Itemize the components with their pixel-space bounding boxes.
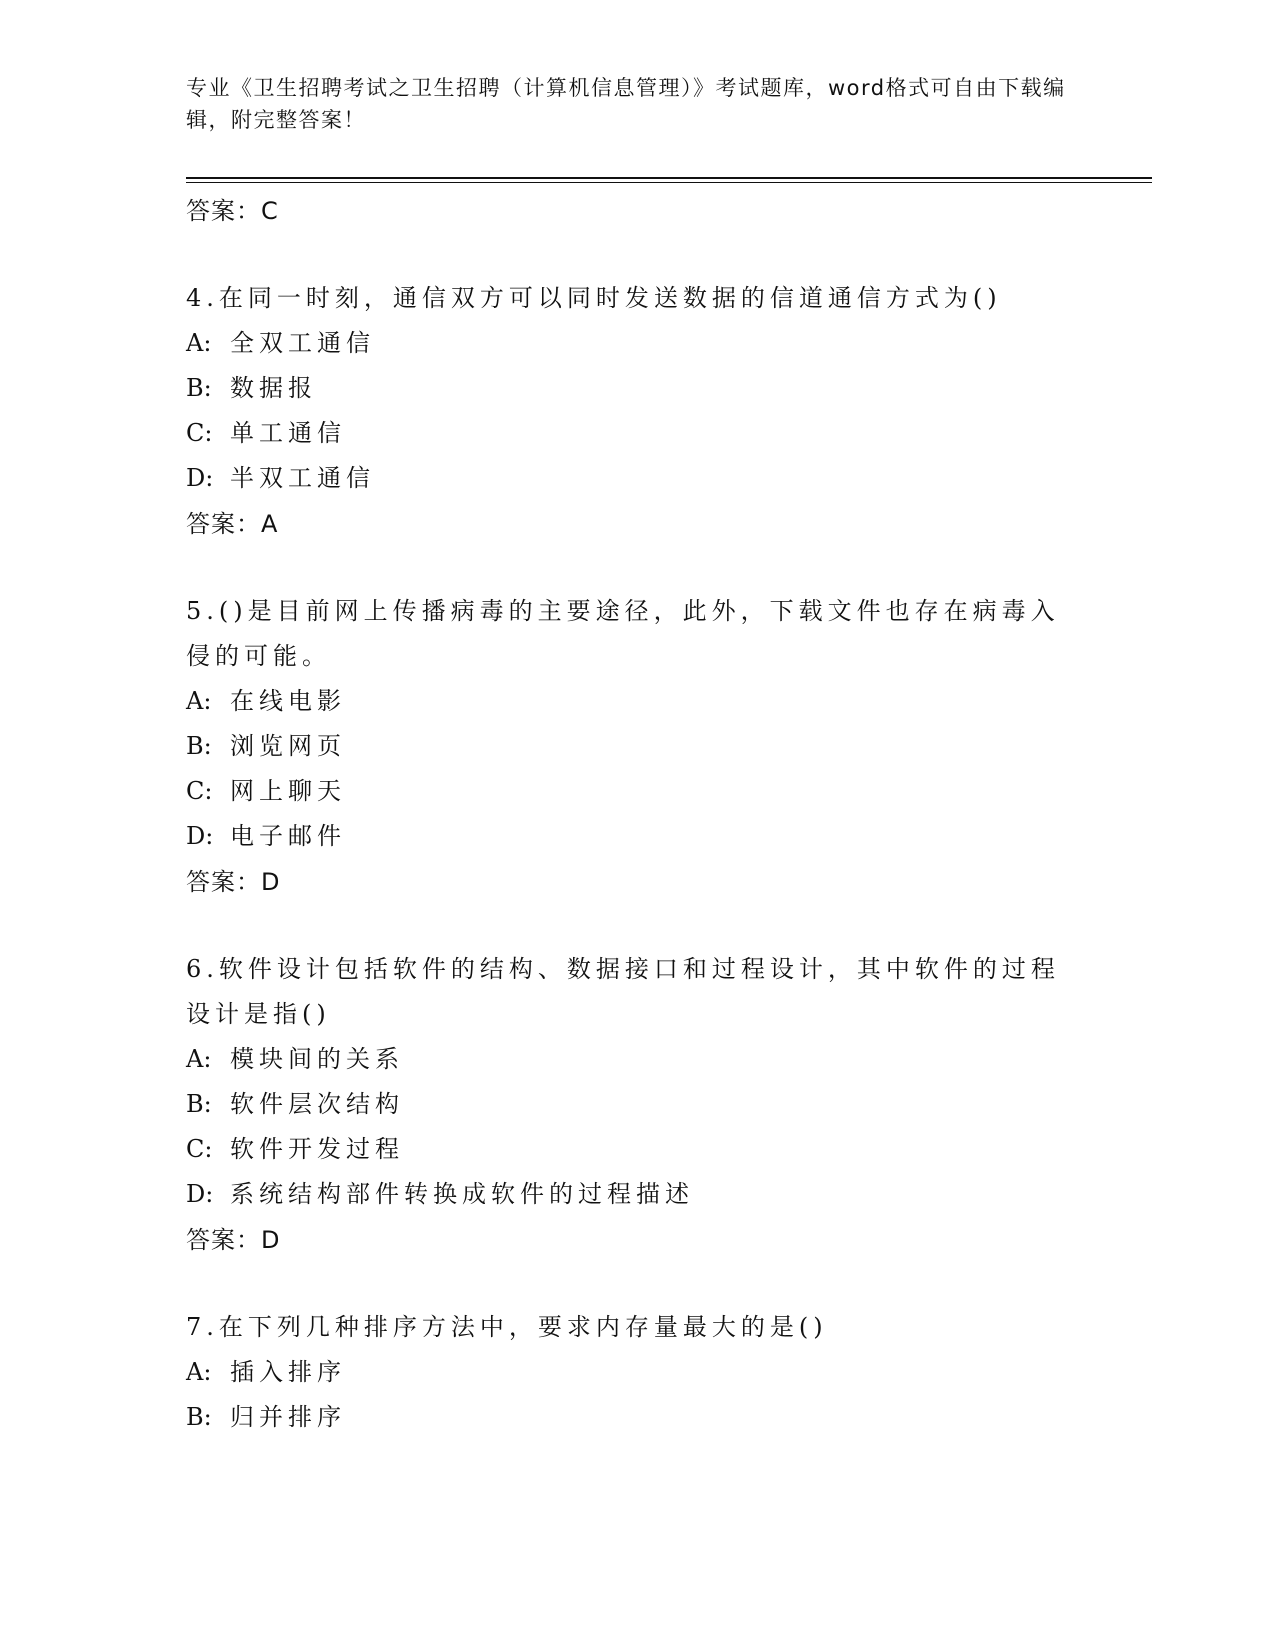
question-list [186,188,1066,1440]
header-divider-thick [186,177,1152,179]
answer-line: 答案：C [186,197,279,225]
option-text: 网上聊天 [230,777,346,805]
option-text: 模块间的关系 [230,1045,404,1073]
option-text: 浏览网页 [230,732,346,760]
answer-line: 答案：D [186,1226,281,1254]
option-letter: B: [186,732,212,760]
option-text: 在线电影 [230,687,346,715]
question-text: 7.在下列几种排序方法中，要求内存量最大的是() [186,1313,828,1341]
option-text: 电子邮件 [230,822,346,850]
option-letter: D: [186,464,214,492]
option-d [186,456,1066,501]
option-letter: D: [186,1180,214,1208]
option-a [186,321,1066,366]
option-d [186,1172,1066,1217]
question-text: 5.()是目前网上传播病毒的主要途径，此外，下载文件也存在病毒入侵的可能。 [186,597,1060,670]
question-item [186,947,1066,1263]
option-letter: B: [186,1090,212,1118]
header-divider-thin [186,182,1152,183]
question-item [186,276,1066,547]
option-letter: C: [186,777,213,805]
option-text: 全双工通信 [230,329,375,357]
option-b [186,724,1066,769]
option-text: 插入排序 [230,1358,346,1386]
option-text: 软件开发过程 [230,1135,404,1163]
question-item [186,589,1066,905]
option-c [186,411,1066,456]
spacer [186,1263,1066,1305]
question-item [186,1305,1066,1440]
option-letter: A: [186,1358,212,1386]
option-letter: B: [186,374,212,402]
option-text: 单工通信 [230,419,346,447]
option-letter: D: [186,822,214,850]
spacer [186,547,1066,589]
option-b [186,366,1066,411]
option-a [186,1037,1066,1082]
option-letter: A: [186,329,212,357]
answer-line: 答案：A [186,510,279,538]
option-letter: A: [186,687,212,715]
option-text: 系统结构部件转换成软件的过程描述 [230,1180,694,1208]
option-c [186,769,1066,814]
option-letter: C: [186,1135,213,1163]
option-text: 归并排序 [230,1403,346,1431]
answer-line: 答案：D [186,868,281,896]
option-a [186,679,1066,724]
option-text: 软件层次结构 [230,1090,404,1118]
question-text: 6.软件设计包括软件的结构、数据接口和过程设计，其中软件的过程设计是指() [186,955,1060,1028]
spacer [186,234,1066,276]
option-letter: C: [186,419,213,447]
question-text: 4.在同一时刻，通信双方可以同时发送数据的信道通信方式为() [186,284,1002,312]
option-a [186,1350,1066,1395]
option-b [186,1395,1066,1440]
option-d [186,814,1066,859]
option-c [186,1127,1066,1172]
document-intro: 专业《卫生招聘考试之卫生招聘（计算机信息管理）》考试题库，word格式可自由下载编辑，附完整答案！ [186,76,1066,132]
option-text: 半双工通信 [230,464,375,492]
option-text: 数据报 [230,374,317,402]
option-letter: A: [186,1045,212,1073]
spacer [186,905,1066,947]
option-b [186,1082,1066,1127]
option-letter: B: [186,1403,212,1431]
